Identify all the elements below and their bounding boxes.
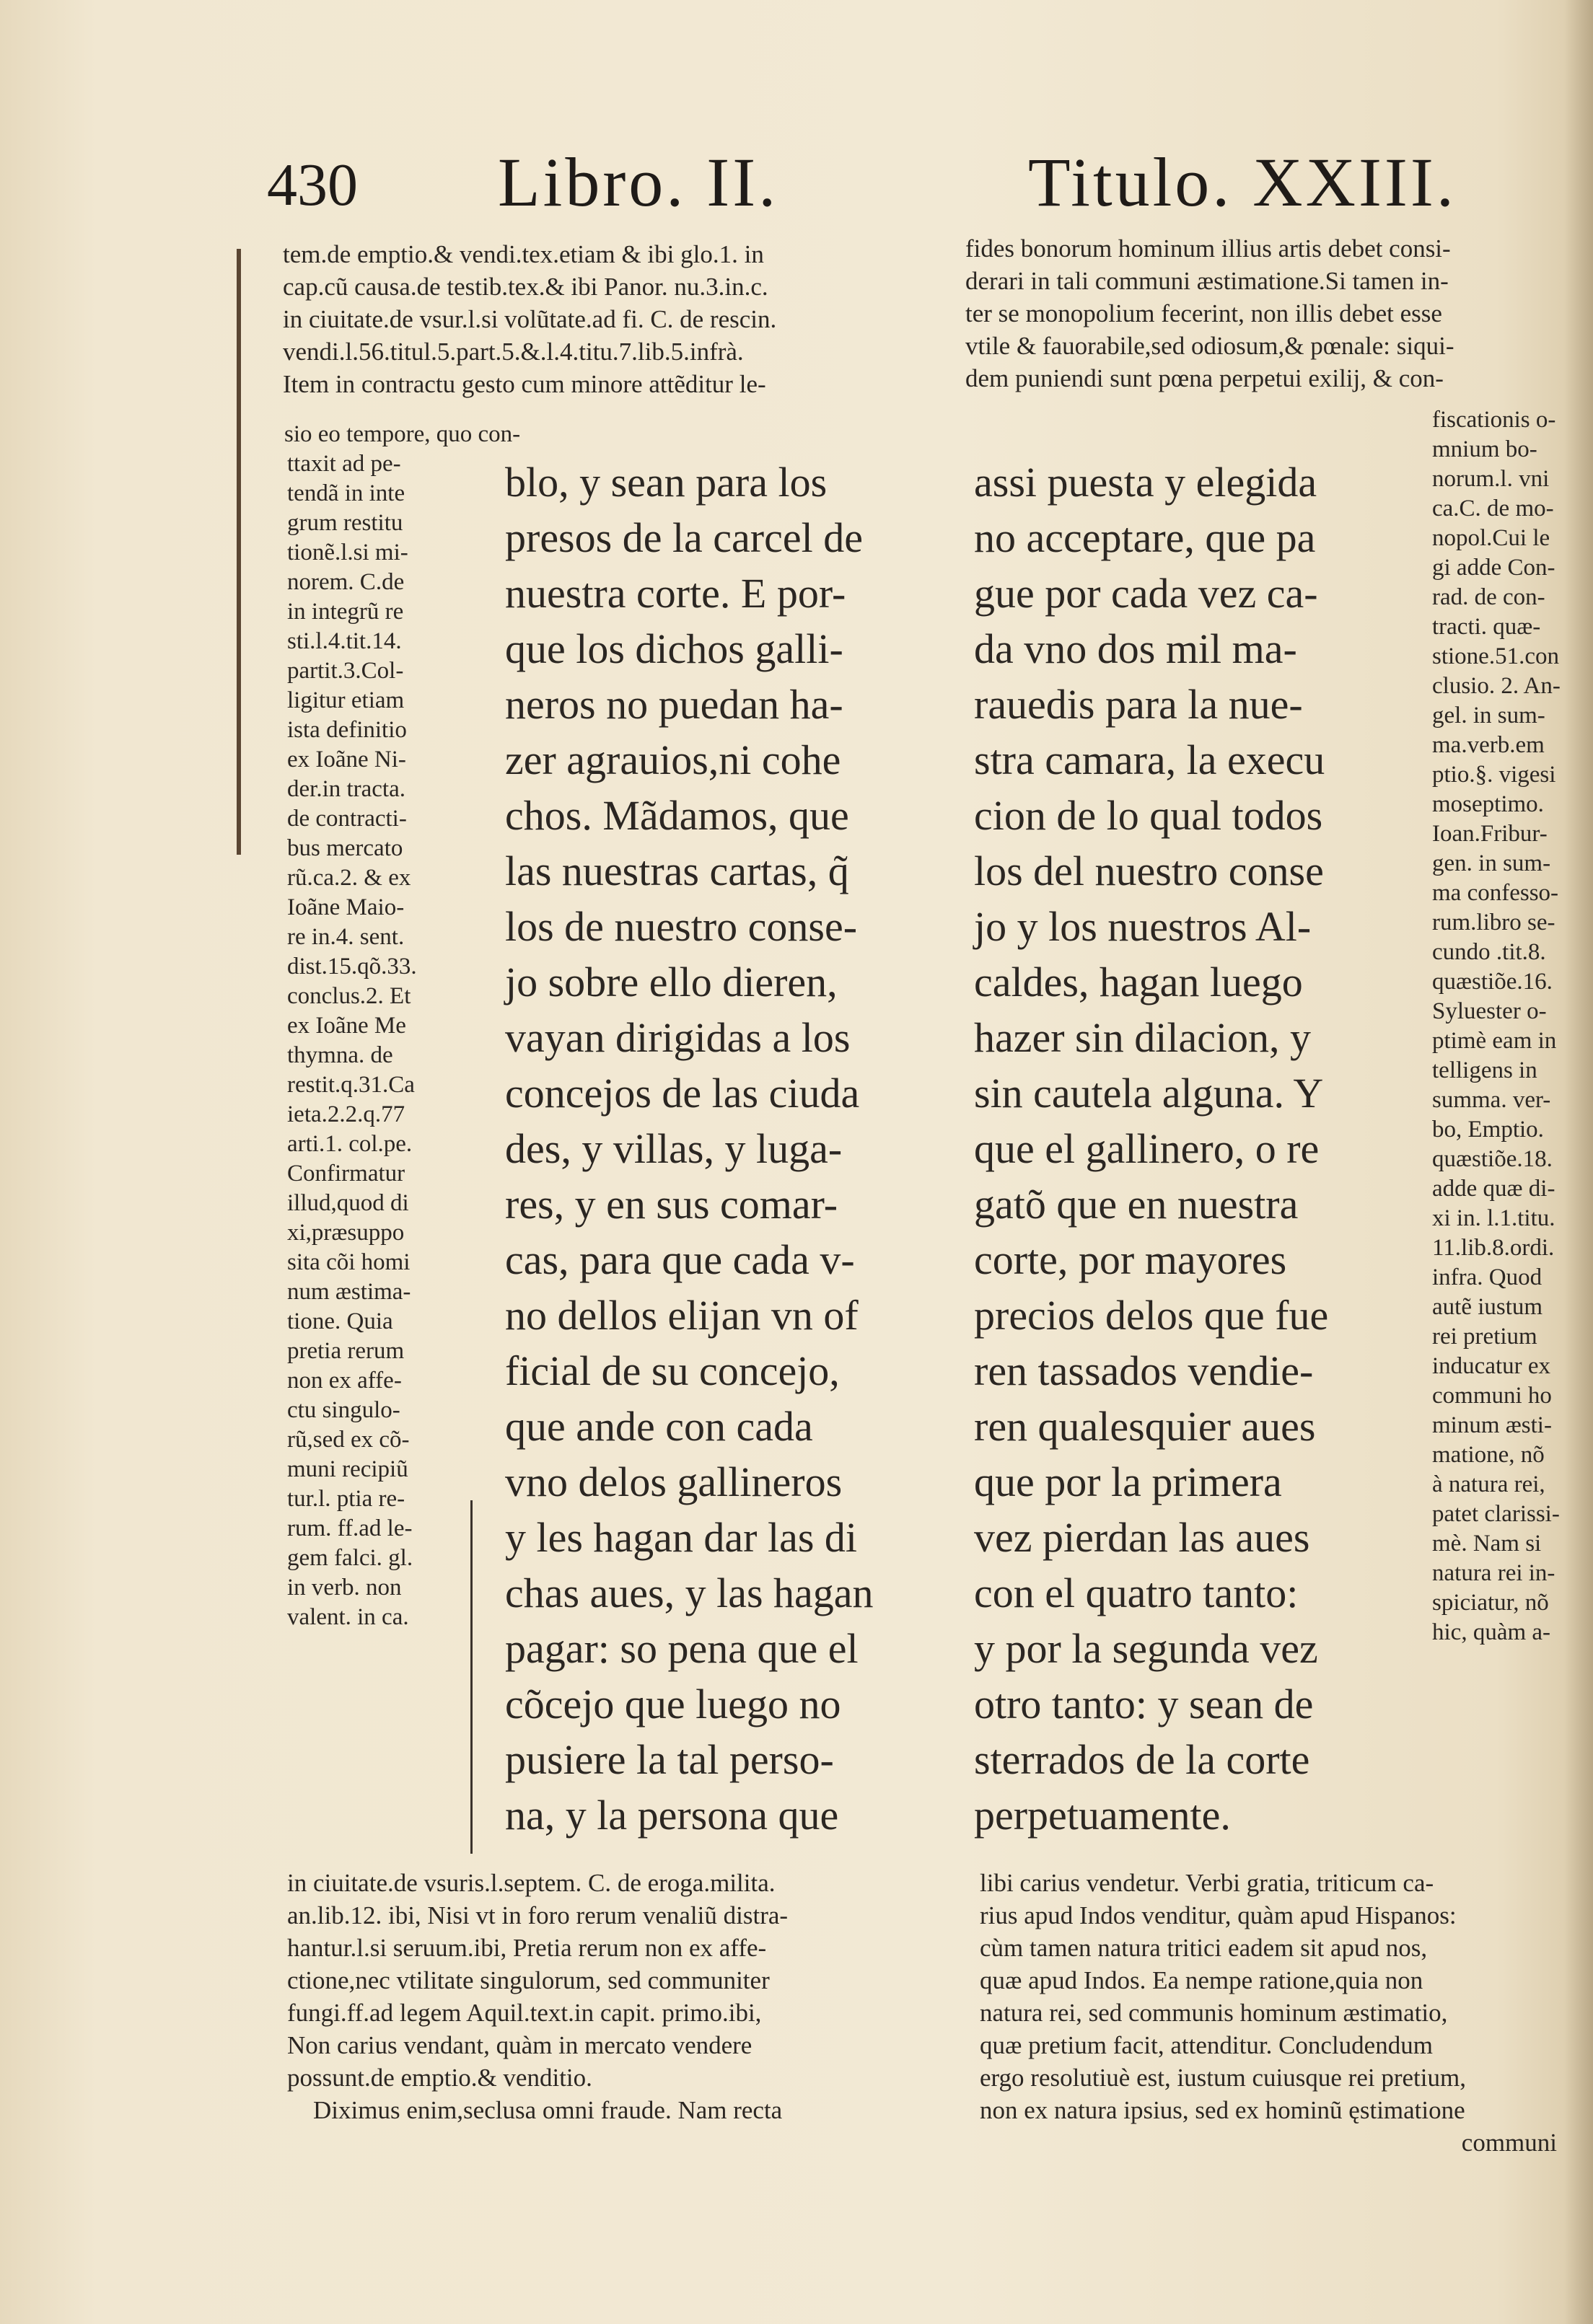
gloss-line: grum restitu <box>287 510 403 536</box>
text-line: rauedis para la nue- <box>974 681 1303 728</box>
text-line: cion de lo qual todos <box>974 792 1323 839</box>
text-line: que por la primera <box>974 1458 1282 1505</box>
text-line: Non carius vendant, quàm in mercato vendere <box>287 2031 752 2059</box>
gloss-line: matione, nõ <box>1432 1442 1545 1468</box>
text-line: las nuestras cartas, q̃ <box>505 848 849 894</box>
gloss-line: valent. in ca. <box>287 1604 409 1630</box>
running-head-right: Titulo. XXIII. <box>1028 144 1457 221</box>
text-line: ergo resolutiuè est, iustum cuiusque rei pretium, <box>980 2064 1466 2092</box>
gloss-line: thymna. de <box>287 1042 393 1068</box>
gloss-line: moseptimo. <box>1432 791 1544 817</box>
gloss-line: fiscationis o- <box>1432 407 1556 433</box>
gloss-line: mnium bo- <box>1432 436 1537 462</box>
gloss-line: quæstiõe.18. <box>1432 1146 1553 1172</box>
text-line: los del nuestro conse <box>974 848 1324 894</box>
text-line: Diximus enim,seclusa omni fraude. Nam recta <box>313 2096 783 2124</box>
gloss-line: conclus.2. Et <box>287 983 411 1009</box>
gloss-line: xi in. l.1.titu. <box>1432 1205 1555 1231</box>
right-marginal-gloss <box>1432 405 1587 1647</box>
text-line: sin cautela alguna. Y <box>974 1070 1324 1117</box>
gloss-line: patet clarissi- <box>1432 1501 1560 1527</box>
text-line: y les hagan dar las di <box>505 1514 858 1561</box>
text-line: res, y en sus comar- <box>505 1181 838 1228</box>
gloss-line: tracti. quæ- <box>1432 614 1541 640</box>
text-line: ctione,nec vtilitate singulorum, sed communiter <box>287 1966 770 1994</box>
main-column-right <box>974 454 1407 1843</box>
gloss-line: illud,quod di <box>287 1190 409 1216</box>
text-line: cõcejo que luego no <box>505 1681 841 1727</box>
gloss-line: tur.l. ptia re- <box>287 1486 405 1512</box>
gloss-line: sio eo tempore, quo con- <box>284 421 521 447</box>
text-line: cas, para que cada v- <box>505 1236 855 1283</box>
text-line: fides bonorum hominum illius artis debet consi- <box>965 234 1451 263</box>
text-line: rius apud Indos venditur, quàm apud Hispanos: <box>980 1901 1457 1929</box>
text-line: y por la segunda vez <box>974 1625 1318 1672</box>
gloss-line: Ioãne Maio- <box>287 894 405 920</box>
gloss-line: clusio. 2. An- <box>1432 673 1561 699</box>
gloss-line: arti.1. col.pe. <box>287 1131 413 1157</box>
main-column-left <box>505 454 923 1843</box>
gloss-line: communi ho <box>1432 1383 1552 1409</box>
text-line: da vno dos mil ma- <box>974 625 1297 672</box>
gloss-line: norum.l. vni <box>1432 466 1550 492</box>
text-line: fungi.ff.ad legem Aquil.text.in capit. primo.ibi, <box>287 1999 762 2027</box>
gloss-line: autẽ iustum <box>1432 1294 1543 1320</box>
gloss-line: rad. de con- <box>1432 584 1545 610</box>
text-line: precios delos que fue <box>974 1292 1329 1339</box>
text-line: quæ pretium facit, attenditur. Concludendum <box>980 2031 1433 2059</box>
text-line: vendi.l.56.titul.5.part.5.&.l.4.titu.7.lib.5.infrà. <box>283 338 744 366</box>
text-line: vayan dirigidas a los <box>505 1014 851 1061</box>
gloss-line: num æstima- <box>287 1279 411 1305</box>
text-line: los de nuestro conse- <box>505 903 858 950</box>
gloss-line: summa. ver- <box>1432 1087 1551 1113</box>
gloss-line: ma.verb.em <box>1432 732 1545 758</box>
text-line: gue por cada vez ca- <box>974 570 1318 617</box>
gloss-line: hic, quàm a- <box>1432 1619 1551 1645</box>
gloss-line: rum.libro se- <box>1432 910 1555 936</box>
gloss-line: pretia rerum <box>287 1338 405 1364</box>
gloss-line: ctu singulo- <box>287 1397 400 1423</box>
text-line: ter se monopolium fecerint, non illis debet esse <box>965 299 1442 327</box>
text-line: blo, y sean para los <box>505 459 828 506</box>
gloss-line: gem falci. gl. <box>287 1545 413 1571</box>
text-line: perpetuamente. <box>974 1792 1231 1839</box>
text-line: vno delos gallineros <box>505 1458 843 1505</box>
text-line: cùm tamen natura tritici eadem sit apud nos, <box>980 1934 1428 1962</box>
gloss-line: bus mercato <box>287 835 403 861</box>
gloss-line: minum æsti- <box>1432 1412 1552 1438</box>
text-line: derari in tali communi æstimatione.Si tamen in- <box>965 267 1449 295</box>
gloss-line: in verb. non <box>287 1575 402 1601</box>
text-line: sterrados de la corte <box>974 1736 1310 1783</box>
gloss-line: ista definitio <box>287 717 407 743</box>
gloss-line: mè. Nam si <box>1432 1531 1542 1557</box>
text-line: otro tanto: y sean de <box>974 1681 1314 1727</box>
gloss-line: gi adde Con- <box>1432 555 1555 581</box>
gloss-line: norem. C.de <box>287 569 405 595</box>
gloss-line: telligens in <box>1432 1057 1537 1083</box>
text-line: pusiere la tal perso- <box>505 1736 834 1783</box>
gloss-line: ma confesso- <box>1432 880 1559 906</box>
top-right-text <box>965 232 1564 395</box>
gloss-line: gel. in sum- <box>1432 703 1545 729</box>
gloss-line: der.in tracta. <box>287 776 406 802</box>
gloss-line: rũ.ca.2. & ex <box>287 865 411 891</box>
gloss-line: sita cõi homi <box>287 1249 411 1275</box>
gloss-line: rũ,sed ex cõ- <box>287 1427 410 1453</box>
gloss-line: sti.l.4.tit.14. <box>287 628 402 654</box>
text-line: corte, por mayores <box>974 1236 1287 1283</box>
text-line: assi puesta y elegida <box>974 459 1317 506</box>
text-line: ficial de su concejo, <box>505 1347 840 1394</box>
gloss-line: 11.lib.8.ordi. <box>1432 1235 1555 1261</box>
gloss-line: tendã in inte <box>287 480 405 506</box>
text-line: gatõ que en nuestra <box>974 1181 1299 1228</box>
text-line: que los dichos galli- <box>505 625 843 672</box>
text-line: cap.cũ causa.de testib.tex.& ibi Panor. nu.3.in.c. <box>283 273 768 301</box>
text-line: libi carius vendetur. Verbi gratia, triticum ca- <box>980 1869 1434 1897</box>
text-line: con el quatro tanto: <box>974 1570 1299 1616</box>
gloss-line: natura rei in- <box>1432 1560 1555 1586</box>
gloss-line: ptio.§. vigesi <box>1432 762 1556 788</box>
left-gloss-rule <box>237 249 241 855</box>
gloss-line: ptimè eam in <box>1432 1028 1557 1054</box>
gloss-divider-left <box>470 1500 473 1854</box>
text-line: possunt.de emptio.& venditio. <box>287 2064 592 2092</box>
text-line: zer agrauios,ni cohe <box>505 736 841 783</box>
gloss-line: ex Ioãne Me <box>287 1013 406 1039</box>
gloss-line: ttaxit ad pe- <box>287 451 401 477</box>
text-line: presos de la carcel de <box>505 514 863 561</box>
gloss-line: in integrũ re <box>287 599 404 625</box>
gloss-line: stione.51.con <box>1432 643 1559 669</box>
bottom-left-text <box>287 1867 936 2126</box>
gloss-line: tione. Quia <box>287 1308 393 1334</box>
gloss-line: infra. Quod <box>1432 1264 1542 1290</box>
text-line: jo sobre ello dieren, <box>505 959 838 1005</box>
gloss-line: non ex affe- <box>287 1368 402 1394</box>
gloss-line: dist.15.qõ.33. <box>287 954 417 980</box>
text-line: non ex natura ipsius, sed ex hominũ ęstimatione <box>980 2096 1465 2124</box>
gloss-line: tionẽ.l.si mi- <box>287 540 408 565</box>
text-line: tem.de emptio.& vendi.tex.etiam & ibi glo.1. in <box>283 240 764 268</box>
text-line: pagar: so pena que el <box>505 1625 859 1672</box>
gloss-line: ieta.2.2.q.77 <box>287 1101 405 1127</box>
gloss-line: bo, Emptio. <box>1432 1117 1544 1143</box>
gloss-line: adde quæ di- <box>1432 1176 1555 1202</box>
text-line: chas aues, y las hagan <box>505 1570 874 1616</box>
text-line: caldes, hagan luego <box>974 959 1303 1005</box>
gloss-line: quæstiõe.16. <box>1432 969 1553 995</box>
gloss-line: restit.q.31.Ca <box>287 1072 415 1098</box>
text-line: que ande con cada <box>505 1403 813 1450</box>
text-line: in ciuitate.de vsuris.l.septem. C. de eroga.milita. <box>287 1869 776 1897</box>
gloss-line: ca.C. de mo- <box>1432 496 1554 521</box>
gloss-line: inducatur ex <box>1432 1353 1551 1379</box>
gloss-line: muni recipiũ <box>287 1456 408 1482</box>
text-line: natura rei, sed communis hominum æstimatio, <box>980 1999 1448 2027</box>
text-line: nuestra corte. E por- <box>505 570 846 617</box>
text-line: hantur.l.si seruum.ibi, Pretia rerum non ex affe- <box>287 1934 767 1962</box>
gloss-line: partit.3.Col- <box>287 658 404 684</box>
gloss-line: ligitur etiam <box>287 687 405 713</box>
text-line: dem puniendi sunt pœna perpetui exilij, & con- <box>965 364 1444 392</box>
running-head-left: Libro. II. <box>498 144 779 221</box>
text-line: quæ apud Indos. Ea nempe ratione,quia non <box>980 1966 1423 1994</box>
text-line: jo y los nuestros Al- <box>974 903 1312 950</box>
gloss-line: ex Ioãne Ni- <box>287 747 406 773</box>
left-marginal-gloss <box>284 420 521 1632</box>
text-line: hazer sin dilacion, y <box>974 1014 1312 1061</box>
gloss-line: gen. in sum- <box>1432 850 1551 876</box>
gloss-line: re in.4. sent. <box>287 924 405 950</box>
gloss-line: Syluester o- <box>1432 998 1547 1024</box>
gloss-line: spiciatur, nõ <box>1432 1590 1549 1616</box>
text-line: vtile & fauorabile,sed odiosum,& pœnale: siqui- <box>965 332 1454 360</box>
text-line: neros no puedan ha- <box>505 681 843 728</box>
gloss-line: nopol.Cui le <box>1432 525 1550 551</box>
gloss-line: cundo .tit.8. <box>1432 939 1546 965</box>
bottom-right-text <box>980 1867 1564 2159</box>
text-line: no dellos elijan vn of <box>505 1292 859 1339</box>
text-line: ren tassados vendie- <box>974 1347 1314 1394</box>
gloss-line: Ioan.Fribur- <box>1432 821 1548 847</box>
text-line: stra camara, la execu <box>974 736 1325 783</box>
text-line: concejos de las ciuda <box>505 1070 860 1117</box>
text-line: vez pierdan las aues <box>974 1514 1310 1561</box>
text-line: des, y villas, y luga- <box>505 1125 843 1172</box>
page-number: 430 <box>267 151 358 219</box>
gloss-line: de contracti- <box>287 806 407 832</box>
gloss-line: rum. ff.ad le- <box>287 1515 413 1541</box>
text-line: in ciuitate.de vsur.l.si volũtate.ad fi. C. de rescin. <box>283 305 777 333</box>
text-line: communi <box>1461 2129 1557 2157</box>
text-line: Item in contractu gesto cum minore attẽditur le- <box>283 370 766 398</box>
gloss-line: rei pretium <box>1432 1324 1537 1350</box>
top-left-text <box>283 238 910 400</box>
text-line: no acceptare, que pa <box>974 514 1316 561</box>
gloss-line: xi,præsuppo <box>287 1220 405 1246</box>
text-line: que el gallinero, o re <box>974 1125 1320 1172</box>
text-line: na, y la persona que <box>505 1792 839 1839</box>
gloss-line: à natura rei, <box>1432 1471 1545 1497</box>
text-line: ren qualesquier aues <box>974 1403 1316 1450</box>
gloss-line: Confirmatur <box>287 1161 405 1187</box>
text-line: an.lib.12. ibi, Nisi vt in foro rerum venaliũ distra- <box>287 1901 789 1929</box>
text-line: chos. Mãdamos, que <box>505 792 849 839</box>
